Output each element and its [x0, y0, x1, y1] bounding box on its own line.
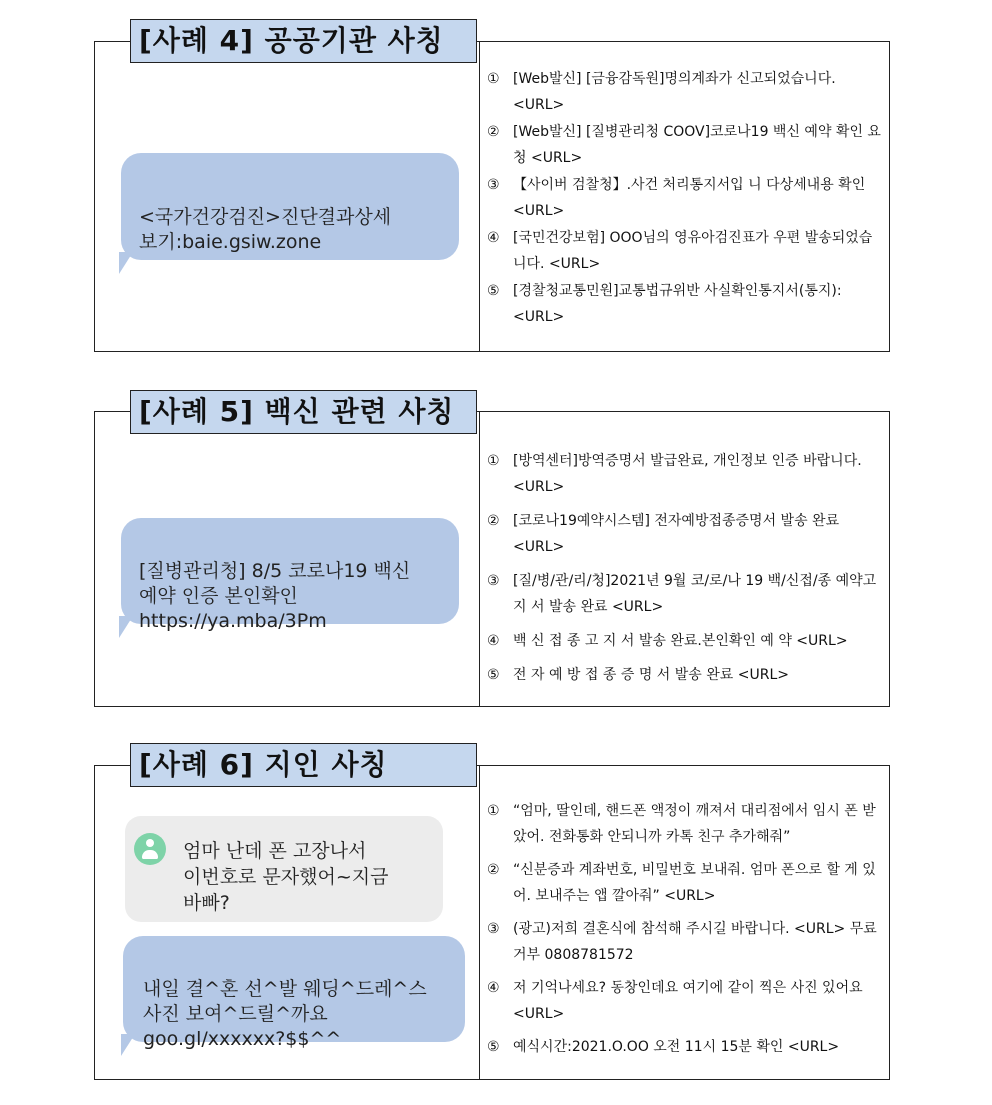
- case-6-message-text: 내일 결^혼 선^발 웨딩^드레^스 사진 보여^드릴^까요 goo.gl/xxxxxx?$$^^: [143, 978, 427, 1050]
- bubble-tail: [121, 1034, 135, 1056]
- item-text: 【사이버 검찰청】.사건 처리통지서입 니 다상세내용 확인 <URL>: [513, 177, 866, 219]
- avatar-head: [146, 839, 154, 847]
- item-number: ④: [487, 980, 500, 996]
- item-text: 백 신 접 종 고 지 서 발송 완료.본인확인 예 약 <URL>: [513, 633, 848, 649]
- case-6-example-list: [487, 798, 881, 1064]
- case-5-message-text: [질병관리청] 8/5 코로나19 백신 예약 인증 본인확인 https://ya.mba/3Pm: [139, 560, 411, 632]
- item-number: ①: [487, 803, 500, 819]
- case-5-example-list: [487, 448, 881, 692]
- case-4-item-2: [487, 119, 881, 172]
- case-5-item-5: [487, 662, 881, 692]
- item-number: ①: [487, 71, 500, 87]
- case-6-message-bubble: [123, 936, 465, 1050]
- item-number: ④: [487, 633, 500, 649]
- case-5-divider: [479, 412, 480, 706]
- case-6-item-5: [487, 1034, 881, 1064]
- avatar-icon: [134, 833, 166, 865]
- item-number: ⑤: [487, 283, 500, 299]
- case-6-frame: [94, 765, 890, 1080]
- item-number: ④: [487, 230, 500, 246]
- case-6-title: [사례 6] 지인 사칭: [130, 743, 477, 787]
- item-number: ②: [487, 513, 500, 529]
- case-4-title: [사례 4] 공공기관 사칭: [130, 19, 477, 63]
- case-5-item-1: [487, 448, 881, 508]
- item-number: ②: [487, 124, 500, 140]
- case-4-divider: [479, 42, 480, 351]
- case-5-item-4: [487, 628, 881, 662]
- item-number: ③: [487, 177, 500, 193]
- case-5-item-2: [487, 508, 881, 568]
- item-number: ⑤: [487, 1039, 500, 1055]
- item-number: ①: [487, 453, 500, 469]
- item-text: 저 기억나세요? 동창인데요 여기에 같이 찍은 사진 있어요 <URL>: [513, 980, 863, 1022]
- case-4-item-1: [487, 66, 881, 119]
- item-text: [국민건강보험] OOO님의 영유아검진표가 우편 발송되었습니다. <URL>: [513, 230, 873, 272]
- item-text: [경찰청교통민원]교통법규위반 사실확인통지서(통지): <URL>: [513, 283, 842, 325]
- item-text: 예식시간:2021.O.OO 오전 11시 15분 확인 <URL>: [513, 1039, 840, 1055]
- case-4-frame: [94, 41, 890, 352]
- item-text: “엄마, 딸인데, 핸드폰 액정이 깨져서 대리점에서 임시 폰 받았어. 전화통화 안되니까 카톡 친구 추가해줘”: [513, 803, 876, 845]
- case-4-item-3: [487, 172, 881, 225]
- case-4-item-4: [487, 225, 881, 278]
- case-6-gray-message: 엄마 난데 폰 고장나서 이번호로 문자했어~지금 바빠?: [183, 840, 389, 914]
- case-5-frame: [94, 411, 890, 707]
- case-4-item-5: [487, 278, 881, 331]
- item-text: [Web발신] [질병관리청 COOV]코로나19 백신 예약 확인 요청 <URL>: [513, 124, 881, 166]
- item-text: [코로나19예약시스템] 전자예방접종증명서 발송 완료 <URL>: [513, 513, 840, 555]
- item-number: ⑤: [487, 667, 500, 683]
- item-text: (광고)저희 결혼식에 참석해 주시길 바랍니다. <URL> 무료거부 0808781572: [513, 921, 877, 963]
- case-6-item-1: [487, 798, 881, 857]
- item-text: [방역센터]방역증명서 발급완료, 개인정보 인증 바랍니다. <URL>: [513, 453, 862, 495]
- item-text: 전 자 예 방 접 종 증 명 서 발송 완료 <URL>: [513, 667, 789, 683]
- item-text: [Web발신] [금융감독원]명의계좌가 신고되었습니다. <URL>: [513, 71, 836, 113]
- case-5-item-3: [487, 568, 881, 628]
- case-4-message-bubble: [121, 153, 459, 260]
- case-6-item-4: [487, 975, 881, 1034]
- item-text: “신분증과 계좌번호, 비밀번호 보내줘. 엄마 폰으로 할 게 있어. 보내주는 앱 깔아줘” <URL>: [513, 862, 876, 904]
- bubble-tail: [119, 252, 133, 274]
- case-4-message-text: <국가건강검진>진단결과상세 보기:baie.gsiw.zone: [139, 206, 392, 253]
- case-6-item-3: [487, 916, 881, 975]
- case-4-example-list: [487, 66, 881, 331]
- item-number: ②: [487, 862, 500, 878]
- item-number: ③: [487, 921, 500, 937]
- bubble-tail: [119, 616, 133, 638]
- item-text: [질/병/관/리/청]2021년 9월 코/로/나 19 백/신접/종 예약고지 서 발송 완료 <URL>: [513, 573, 877, 615]
- case-5-title: [사례 5] 백신 관련 사칭: [130, 390, 477, 434]
- case-5-message-bubble: [121, 518, 459, 632]
- avatar-body: [142, 850, 158, 859]
- item-number: ③: [487, 573, 500, 589]
- case-6-item-2: [487, 857, 881, 916]
- case-6-divider: [479, 766, 480, 1079]
